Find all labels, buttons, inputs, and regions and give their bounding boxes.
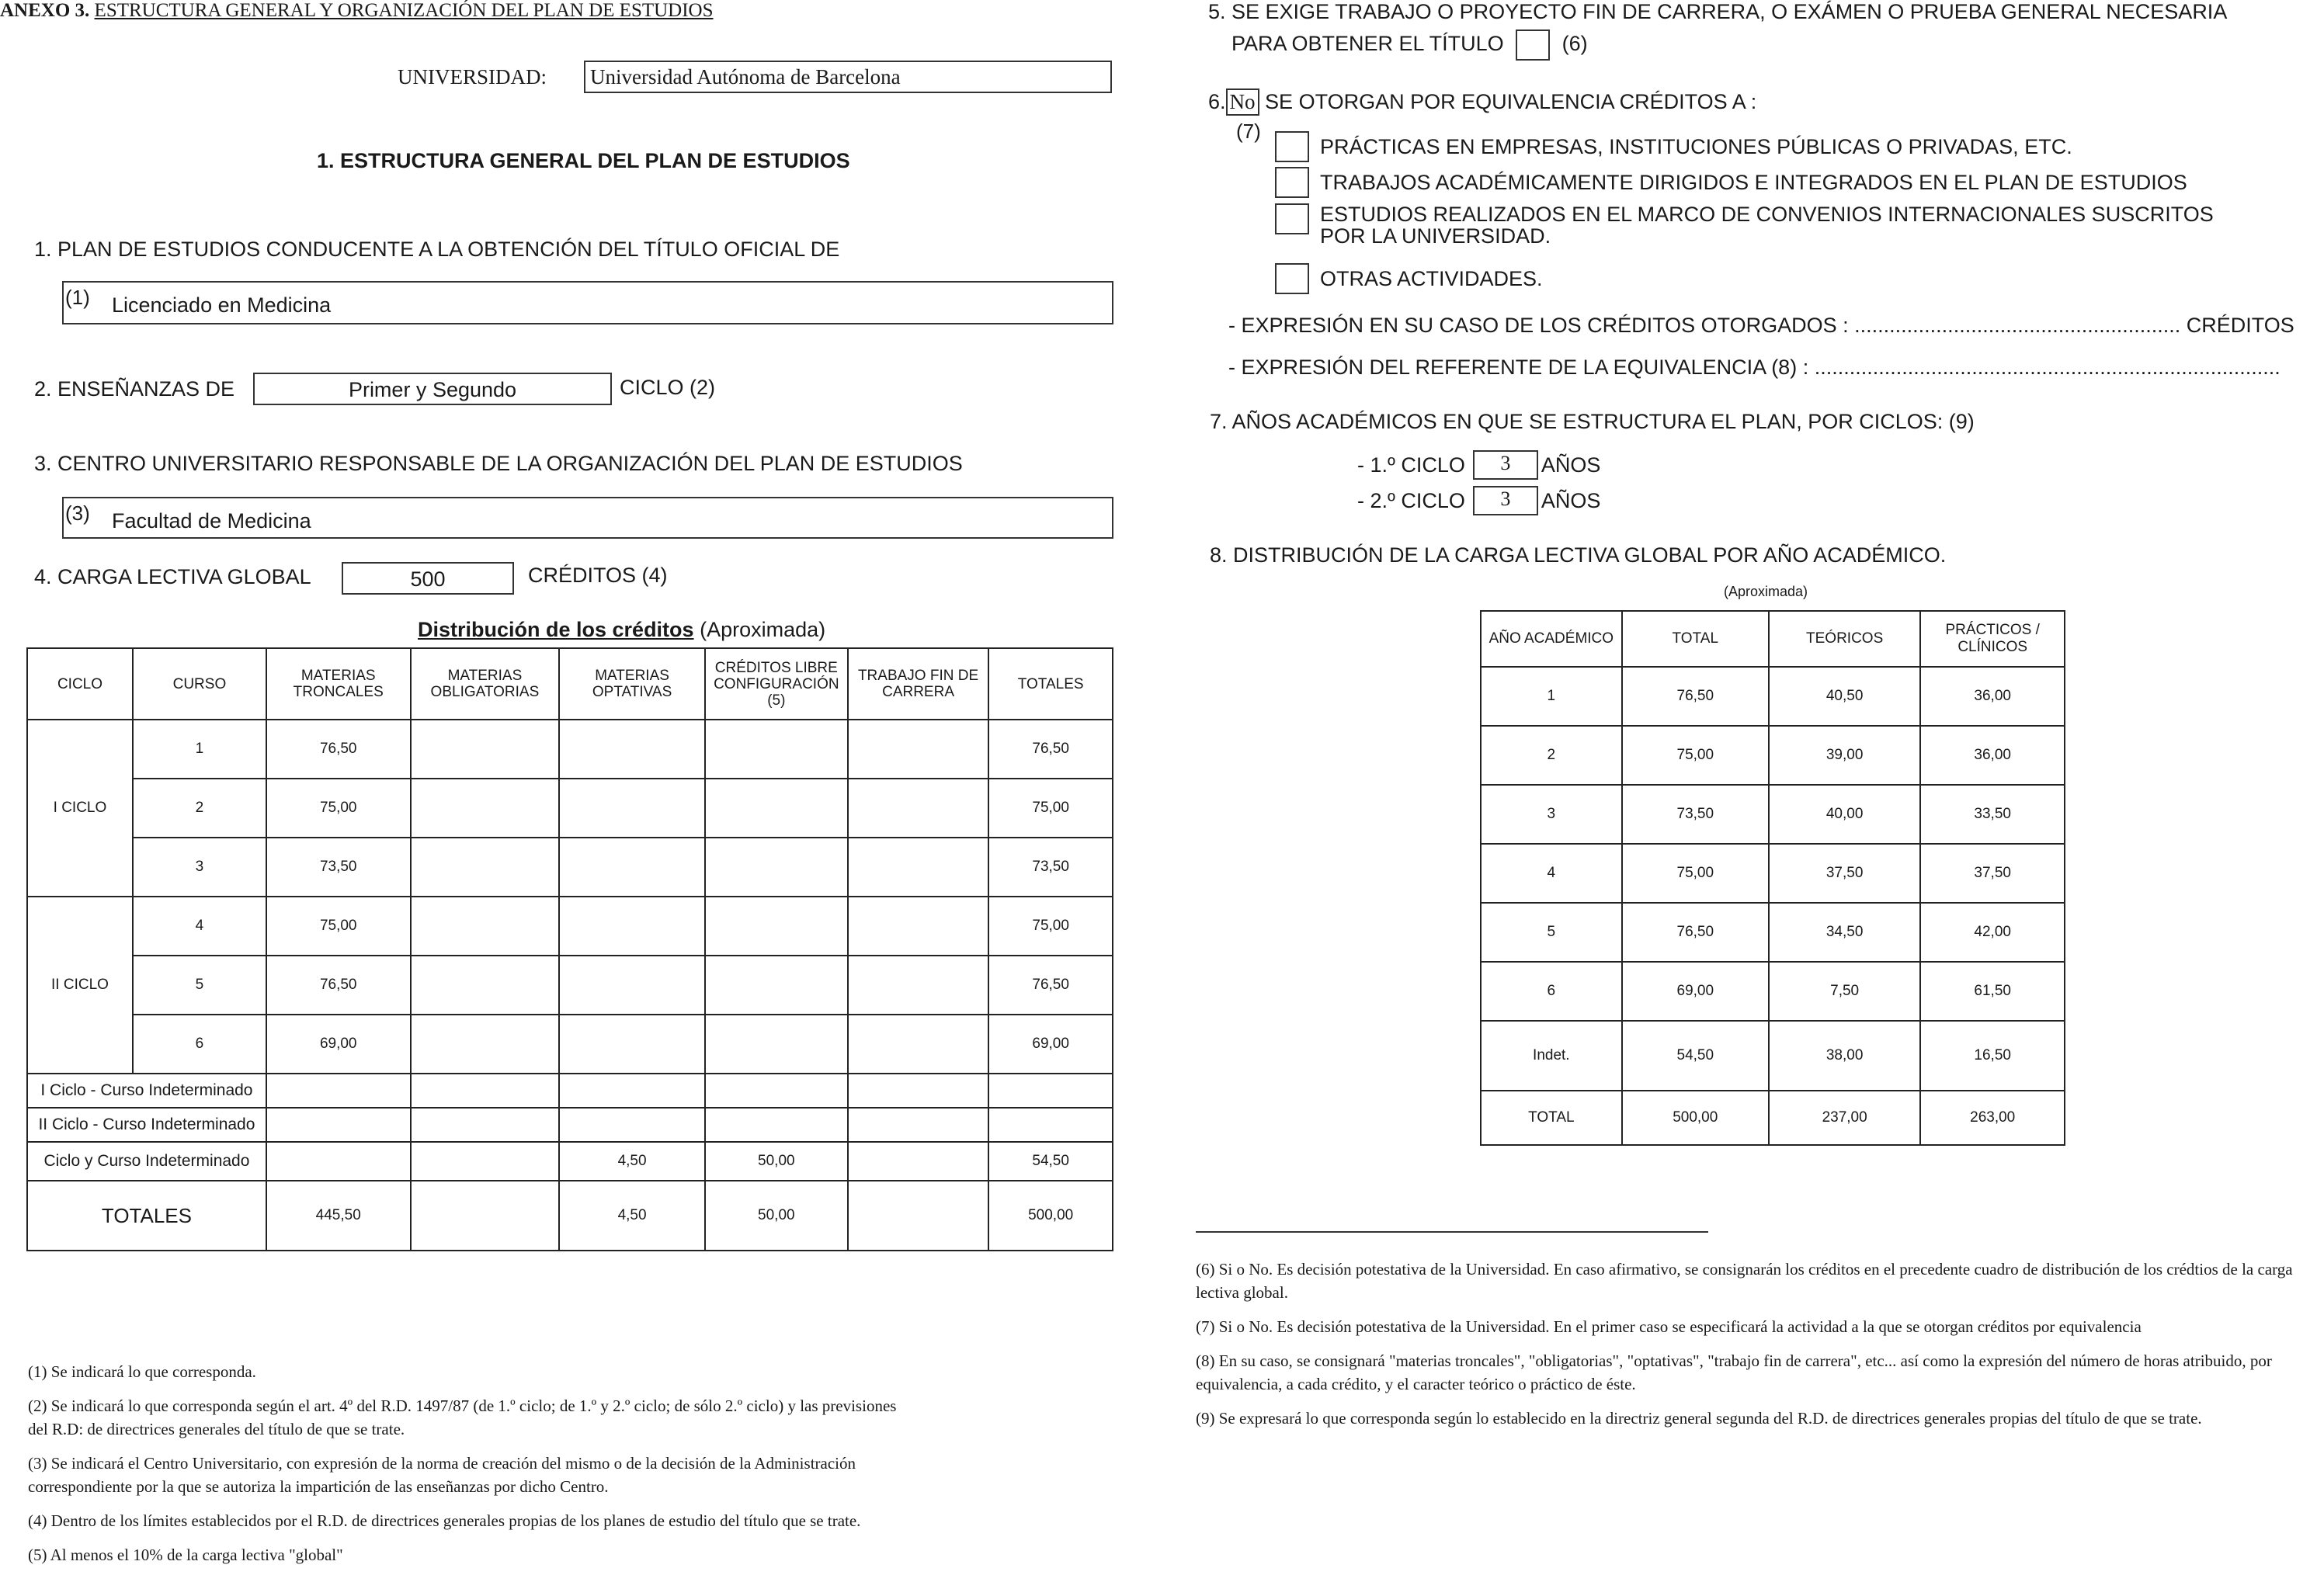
ciclo-cell: I CICLO <box>27 720 133 897</box>
optativas-cell: 4,50 <box>559 1181 705 1251</box>
empty-cell <box>848 1015 989 1074</box>
q7-c2-label: - 2.º CICLO <box>1357 488 1465 512</box>
dist-header: MATERIAS OBLIGATORIAS <box>411 648 560 720</box>
footnotes-right <box>1196 1258 2311 1441</box>
q6-option-label: PRÁCTICAS EN EMPRESAS, INSTITUCIONES PÚBLICAS O PRIVADAS, ETC. <box>1320 134 2072 158</box>
empty-cell <box>848 720 989 779</box>
empty-cell <box>848 1108 989 1142</box>
dist-table <box>26 647 1113 1251</box>
empty-cell <box>705 838 848 897</box>
empty-cell <box>559 779 705 838</box>
q8-header: TEÓRICOS <box>1769 611 1920 667</box>
q6-options <box>1275 129 2238 297</box>
q5-checkbox[interactable] <box>1516 29 1550 61</box>
q8-cell: 76,50 <box>1622 667 1769 726</box>
q6-option-label: TRABAJOS ACADÉMICAMENTE DIRIGIDOS E INTEGRADOS EN EL PLAN DE ESTUDIOS <box>1320 170 2187 194</box>
q7-c2-unit: AÑOS <box>1541 488 1601 512</box>
q7-c1-unit: AÑOS <box>1541 453 1601 477</box>
empty-cell <box>988 1108 1113 1142</box>
q2-label: 2. ENSEÑANZAS DE <box>34 377 235 401</box>
q3-label: 3. CENTRO UNIVERSITARIO RESPONSABLE DE LA ORGANIZACIÓN DEL PLAN DE ESTUDIOS <box>34 452 963 475</box>
q8-cell: 16,50 <box>1920 1021 2065 1091</box>
q7-ciclo2 <box>1357 486 1600 515</box>
universidad-label: UNIVERSIDAD: <box>398 65 547 88</box>
table-row <box>1481 903 2065 962</box>
empty-cell <box>411 956 560 1015</box>
libre-cell: 50,00 <box>705 1181 848 1251</box>
q6-option <box>1275 165 2238 200</box>
q8-cell: 263,00 <box>1920 1091 2065 1145</box>
empty-cell <box>411 720 560 779</box>
empty-cell <box>559 1015 705 1074</box>
troncales-cell: 75,00 <box>266 897 411 956</box>
q4-value: 500 <box>410 567 446 591</box>
empty-cell <box>559 1074 705 1108</box>
empty-cell <box>988 1074 1113 1108</box>
table-row <box>27 1015 1113 1074</box>
empty-cell <box>705 1074 848 1108</box>
q8-cell: 69,00 <box>1622 962 1769 1021</box>
q8-cell: 5 <box>1481 903 1622 962</box>
totales-cell: 76,50 <box>988 956 1113 1015</box>
footnote: (5) Al menos el 10% de la carga lectiva "global" <box>28 1546 343 1564</box>
q6-option-label: ESTUDIOS REALIZADOS EN EL MARCO DE CONVENIOS INTERNACIONALES SUSCRITOS POR LA UNIVERSIDAD. <box>1320 203 2214 248</box>
dist-header: MATERIAS TRONCALES <box>266 648 411 720</box>
empty-cell <box>411 1181 560 1251</box>
table-row <box>27 1074 1113 1108</box>
empty-cell <box>411 1015 560 1074</box>
table-row <box>27 1108 1113 1142</box>
q8-cell: 33,50 <box>1920 785 2065 844</box>
empty-cell <box>411 1142 560 1181</box>
q8-cell: 37,50 <box>1769 844 1920 903</box>
empty-cell <box>266 1142 411 1181</box>
empty-cell <box>411 897 560 956</box>
q8-cell: 7,50 <box>1769 962 1920 1021</box>
empty-cell <box>411 1108 560 1142</box>
q8-table <box>1480 610 2065 1146</box>
q8-cell: 38,00 <box>1769 1021 1920 1091</box>
q8-cell: 75,00 <box>1622 726 1769 785</box>
q4-label: 4. CARGA LECTIVA GLOBAL <box>34 565 311 588</box>
troncales-cell: 73,50 <box>266 838 411 897</box>
curso-cell: 4 <box>133 897 266 956</box>
dist-header-row <box>27 648 1113 720</box>
q8-cell: TOTAL <box>1481 1091 1622 1145</box>
q8-cell: 61,50 <box>1920 962 2065 1021</box>
table-row <box>1481 844 2065 903</box>
troncales-cell: 75,00 <box>266 779 411 838</box>
q1-label: 1. PLAN DE ESTUDIOS CONDUCENTE A LA OBTENCIÓN DEL TÍTULO OFICIAL DE <box>34 238 840 261</box>
q8-subtitle: (Aproximada) <box>1724 584 1808 599</box>
table-row <box>1481 667 2065 726</box>
empty-cell <box>705 956 848 1015</box>
q6-option-checkbox[interactable] <box>1275 263 1309 294</box>
indet-label-cell: II Ciclo - Curso Indeterminado <box>27 1108 266 1142</box>
curso-cell: 3 <box>133 838 266 897</box>
empty-cell <box>848 1142 989 1181</box>
empty-cell <box>848 897 989 956</box>
footnote: (3) Se indicará el Centro Universitario, con expresión de la norma de creación del mismo o de la decisión de la Administración correspondiente por la que se autoriza la impartición de las enseñanzas por dicho Centro. <box>28 1454 856 1496</box>
table-row <box>1481 962 2065 1021</box>
q6-expr1: - EXPRESIÓN EN SU CASO DE LOS CRÉDITOS OTORGADOS : ........................................................ CRÉDITOS <box>1228 314 2294 337</box>
q7-c1-value: 3 <box>1473 450 1538 480</box>
q2-suffix: CICLO (2) <box>620 376 716 399</box>
empty-cell <box>559 838 705 897</box>
q6-note: (7) <box>1236 120 1261 143</box>
q6-num: 6. <box>1208 90 1226 113</box>
curso-cell: 1 <box>133 720 266 779</box>
empty-cell <box>705 1108 848 1142</box>
q8-cell: 237,00 <box>1769 1091 1920 1145</box>
table-row <box>27 956 1113 1015</box>
q8-cell: 76,50 <box>1622 903 1769 962</box>
footnote: (8) En su caso, se consignará "materias troncales", "obligatorias", "optativas", "trabajo fin de carrera", etc... así como la expresión del número de horas atribuido, por equivalencia, a cada crédito, y el caracter teórico o práctico de éste. <box>1196 1351 2272 1393</box>
q8-cell: Indet. <box>1481 1021 1622 1091</box>
q7-label: 7. AÑOS ACADÉMICOS EN QUE SE ESTRUCTURA EL PLAN, POR CICLOS: (9) <box>1210 410 1975 433</box>
curso-cell: 5 <box>133 956 266 1015</box>
q8-header: PRÁCTICOS / CLÍNICOS <box>1920 611 2065 667</box>
totales-cell: 500,00 <box>988 1181 1113 1251</box>
curso-cell: 2 <box>133 779 266 838</box>
empty-cell <box>266 1074 411 1108</box>
q8-cell: 2 <box>1481 726 1622 785</box>
footnote-divider <box>1196 1231 1708 1233</box>
q5-line1: 5. SE EXIGE TRABAJO O PROYECTO FIN DE CARRERA, O EXÁMEN O PRUEBA GENERAL NECESARIA <box>1208 0 2228 23</box>
universidad-value: Universidad Autónoma de Barcelona <box>590 65 901 88</box>
q3-field <box>62 497 1113 539</box>
q6-option-checkbox[interactable] <box>1275 203 1309 234</box>
q8-label: 8. DISTRIBUCIÓN DE LA CARGA LECTIVA GLOBAL POR AÑO ACADÉMICO. <box>1210 543 1947 567</box>
q3-value: Facultad de Medicina <box>112 509 311 533</box>
totales-label: TOTALES <box>27 1181 266 1251</box>
dist-subtitle: (Aproximada) <box>700 618 826 641</box>
q7-c2-value: 3 <box>1473 486 1538 515</box>
q8-cell: 1 <box>1481 667 1622 726</box>
q8-cell: 3 <box>1481 785 1622 844</box>
q6-option-checkbox[interactable] <box>1275 167 1309 198</box>
dist-header: CURSO <box>133 648 266 720</box>
q4-field <box>342 562 514 595</box>
q8-cell: 4 <box>1481 844 1622 903</box>
q8-cell: 40,00 <box>1769 785 1920 844</box>
q6-option-label: OTRAS ACTIVIDADES. <box>1320 266 1543 290</box>
q1-note: (1) <box>65 286 90 309</box>
empty-cell <box>411 1074 560 1108</box>
q2-field <box>253 373 612 405</box>
footnote: (9) Se expresará lo que corresponda según lo establecido en la directriz general segunda del R.D. de directrices generales propias del título de que se trate. <box>1196 1409 2202 1428</box>
q8-header-row <box>1481 611 2065 667</box>
q6-answer: No <box>1226 88 1259 116</box>
indet-label-cell: I Ciclo - Curso Indeterminado <box>27 1074 266 1108</box>
optativas-cell: 4,50 <box>559 1142 705 1181</box>
q3-note: (3) <box>65 501 90 525</box>
q5-note: (6) <box>1561 32 1588 56</box>
annex-heading <box>0 0 714 22</box>
q6-label: SE OTORGAN POR EQUIVALENCIA CRÉDITOS A : <box>1265 90 1757 113</box>
totales-cell: 73,50 <box>988 838 1113 897</box>
empty-cell <box>411 838 560 897</box>
libre-cell: 50,00 <box>705 1142 848 1181</box>
q1-field <box>62 281 1113 324</box>
empty-cell <box>705 720 848 779</box>
q2-value: Primer y Segundo <box>348 378 517 401</box>
section-title: 1. ESTRUCTURA GENERAL DEL PLAN DE ESTUDIOS <box>317 149 850 172</box>
ciclo-cell: II CICLO <box>27 897 133 1074</box>
dist-header: CRÉDITOS LIBRE CONFIGURACIÓN (5) <box>705 648 848 720</box>
q8-cell: 500,00 <box>1622 1091 1769 1145</box>
table-row <box>1481 785 2065 844</box>
q1-value: Licenciado en Medicina <box>112 293 332 317</box>
annex-title: ESTRUCTURA GENERAL Y ORGANIZACIÓN DEL PLAN DE ESTUDIOS <box>94 0 714 21</box>
q5-line2-wrap <box>1231 29 1588 61</box>
footnote: (4) Dentro de los límites establecidos por el R.D. de directrices generales propias de los planes de estudio del título que se trate. <box>28 1511 861 1530</box>
dist-header: CICLO <box>27 648 133 720</box>
table-row <box>1481 1021 2065 1091</box>
empty-cell <box>848 1181 989 1251</box>
troncales-cell: 445,50 <box>266 1181 411 1251</box>
annex-prefix: ANEXO 3. <box>0 0 90 21</box>
q8-cell: 75,00 <box>1622 844 1769 903</box>
footnote: (7) Si o No. Es decisión potestativa de la Universidad. En el primer caso se especificará la actividad a la que se otorgan créditos por equivalencia <box>1196 1317 2142 1336</box>
q6-option <box>1275 200 2238 261</box>
q7-ciclo1 <box>1357 450 1600 480</box>
q7-c1-label: - 1.º CICLO <box>1357 453 1465 477</box>
troncales-cell: 76,50 <box>266 720 411 779</box>
empty-cell <box>705 779 848 838</box>
dist-heading <box>418 618 825 642</box>
q8-cell: 6 <box>1481 962 1622 1021</box>
q6-heading <box>1208 88 1756 116</box>
footnote: (2) Se indicará lo que corresponda según el art. 4º del R.D. 1497/87 (de 1.º ciclo; de 1.º y 2.º ciclo; de sólo 2.º ciclo) y las previsiones del R.D: de directrices generales del título de que se trate. <box>28 1396 897 1438</box>
totales-cell: 76,50 <box>988 720 1113 779</box>
table-row <box>27 1142 1113 1181</box>
q6-option <box>1275 261 2238 297</box>
empty-cell <box>266 1108 411 1142</box>
dist-header: TOTALES <box>988 648 1113 720</box>
table-row <box>27 779 1113 838</box>
curso-cell: 6 <box>133 1015 266 1074</box>
empty-cell <box>848 956 989 1015</box>
dist-title: Distribución de los créditos <box>418 618 694 641</box>
empty-cell <box>559 1108 705 1142</box>
empty-cell <box>559 956 705 1015</box>
q6-expr2: - EXPRESIÓN DEL REFERENTE DE LA EQUIVALENCIA (8) : ................................................................................ <box>1228 356 2281 379</box>
universidad-field <box>584 61 1112 93</box>
q8-cell: 42,00 <box>1920 903 2065 962</box>
footnote: (1) Se indicará lo que corresponda. <box>28 1362 256 1381</box>
q8-cell: 39,00 <box>1769 726 1920 785</box>
empty-cell <box>848 779 989 838</box>
empty-cell <box>559 720 705 779</box>
q8-cell: 40,50 <box>1769 667 1920 726</box>
indet-label-cell: Ciclo y Curso Indeterminado <box>27 1142 266 1181</box>
empty-cell <box>705 1015 848 1074</box>
q5-line2: PARA OBTENER EL TÍTULO <box>1231 32 1504 56</box>
q6-option-checkbox[interactable] <box>1275 131 1309 162</box>
totales-cell: 75,00 <box>988 897 1113 956</box>
dist-header: TRABAJO FIN DE CARRERA <box>848 648 989 720</box>
empty-cell <box>848 838 989 897</box>
q8-cell: 54,50 <box>1622 1021 1769 1091</box>
empty-cell <box>411 779 560 838</box>
dist-header: MATERIAS OPTATIVAS <box>559 648 705 720</box>
footnotes-left <box>28 1360 913 1577</box>
totales-row <box>27 1181 1113 1251</box>
q8-cell: 37,50 <box>1920 844 2065 903</box>
empty-cell <box>559 897 705 956</box>
q8-cell: 73,50 <box>1622 785 1769 844</box>
troncales-cell: 76,50 <box>266 956 411 1015</box>
q8-cell: 34,50 <box>1769 903 1920 962</box>
q8-header: TOTAL <box>1622 611 1769 667</box>
table-row <box>27 838 1113 897</box>
q8-cell: 36,00 <box>1920 667 2065 726</box>
troncales-cell: 69,00 <box>266 1015 411 1074</box>
table-row <box>1481 726 2065 785</box>
footnote: (6) Si o No. Es decisión potestativa de la Universidad. En caso afirmativo, se consignarán los créditos en el precedente cuadro de distribución de los crédtios de la carga lectiva global. <box>1196 1260 2293 1302</box>
q6-option <box>1275 129 2238 165</box>
totales-cell: 75,00 <box>988 779 1113 838</box>
table-row <box>27 897 1113 956</box>
empty-cell <box>705 897 848 956</box>
q8-cell: 36,00 <box>1920 726 2065 785</box>
q8-total-row <box>1481 1091 2065 1145</box>
q4-suffix: CRÉDITOS (4) <box>528 564 668 587</box>
totales-cell: 69,00 <box>988 1015 1113 1074</box>
totales-cell: 54,50 <box>988 1142 1113 1181</box>
q8-header: AÑO ACADÉMICO <box>1481 611 1622 667</box>
empty-cell <box>848 1074 989 1108</box>
table-row <box>27 720 1113 779</box>
